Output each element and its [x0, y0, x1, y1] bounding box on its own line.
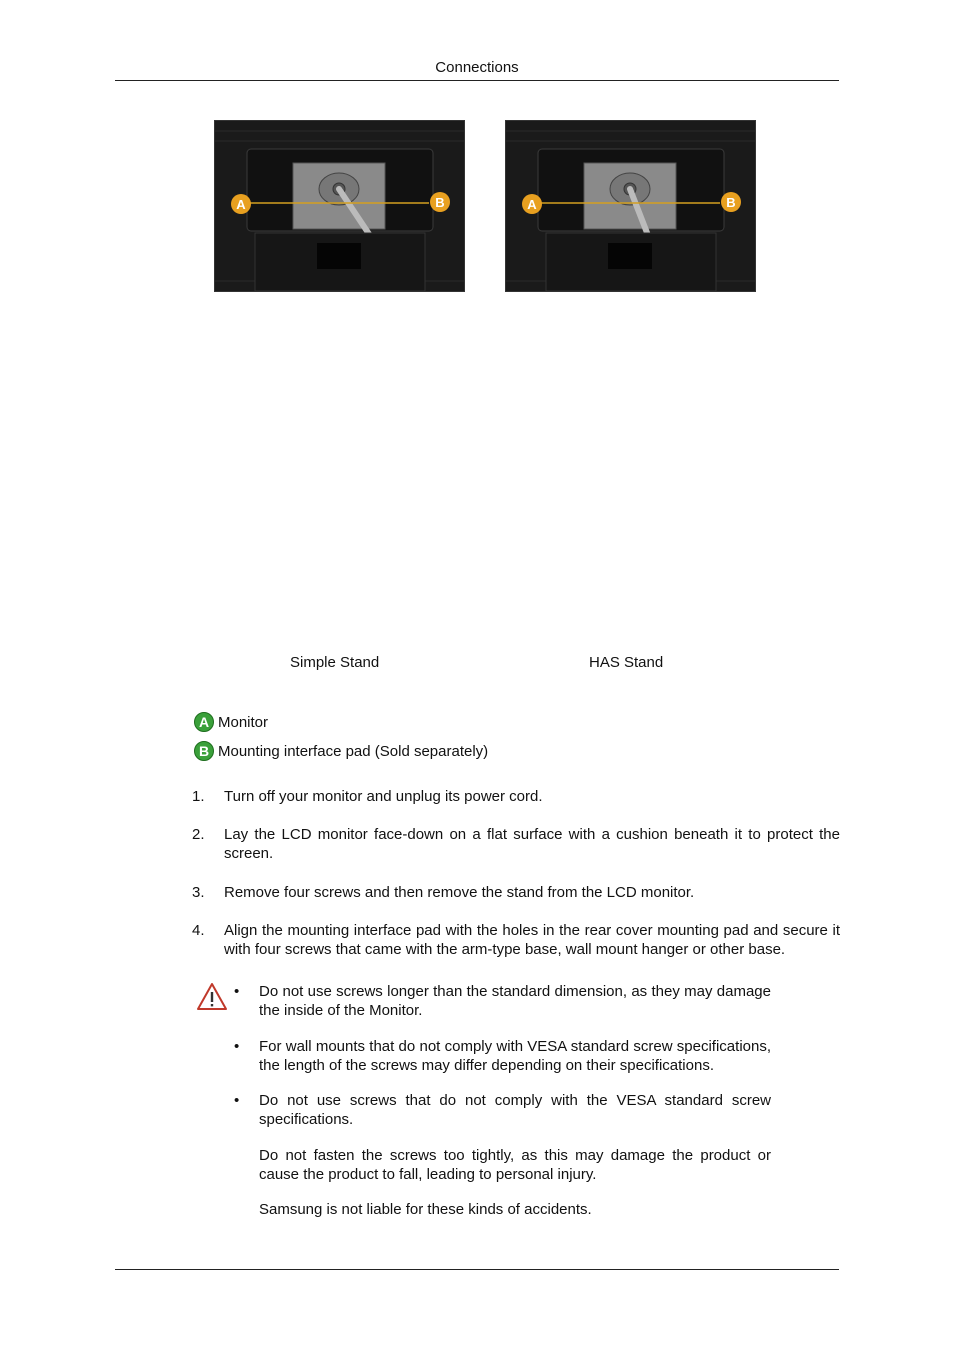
step-text: Align the mounting interface pad with the holes in the rear cover mounting pad and secure it with four screws that came with the arm-type base, wall mount hanger or other base. [224, 922, 840, 958]
figure-label-a: A [527, 197, 537, 212]
figure-has-stand [505, 120, 756, 292]
legend-text: Monitor [218, 713, 269, 731]
step-item [192, 787, 840, 806]
legend-item-monitor [194, 712, 268, 732]
step-item [192, 921, 840, 959]
figure-label-a: A [236, 197, 246, 212]
bullet-icon: • [234, 1092, 240, 1109]
legend-text: Mounting interface pad (Sold separately) [218, 742, 489, 760]
step-number: 4. [192, 922, 205, 939]
note-item [234, 1146, 771, 1184]
note-item [234, 1200, 771, 1219]
legend-badge-a-icon: A [194, 712, 214, 732]
legend-badge-b-icon: B [194, 741, 214, 761]
note-text: For wall mounts that do not comply with VESA standard screw specifications, the length of the screws may differ depending on their specifications. [259, 1038, 771, 1074]
note-item [234, 1091, 771, 1129]
step-item [192, 825, 840, 863]
bullet-icon: • [234, 983, 240, 1000]
step-number: 2. [192, 826, 205, 843]
note-item [234, 1037, 771, 1075]
note-text: Do not use screws that do not comply with the VESA standard screw specifications. [259, 1092, 771, 1128]
figure-caption-simple-stand: Simple Stand [290, 654, 380, 671]
figure-caption-has-stand: HAS Stand [589, 654, 664, 671]
step-item [192, 883, 840, 902]
page-header-title: Connections [435, 59, 519, 76]
note-item [234, 982, 771, 1020]
bullet-icon: • [234, 1038, 240, 1055]
figure-label-b: B [726, 195, 736, 210]
step-text: Lay the LCD monitor face-down on a flat surface with a cushion beneath it to protect the screen. [224, 826, 840, 862]
figure-simple-stand [214, 120, 465, 292]
warning-icon [196, 982, 228, 1016]
step-number: 3. [192, 884, 205, 901]
note-text: Samsung is not liable for these kinds of accidents. [259, 1201, 592, 1218]
header-rule [115, 80, 839, 81]
footer-rule [115, 1269, 839, 1270]
note-text: Do not fasten the screws too tightly, as this may damage the product or cause the product to fall, leading to personal injury. [259, 1147, 771, 1183]
step-number: 1. [192, 788, 205, 805]
figure-label-b: B [435, 195, 445, 210]
step-text: Remove four screws and then remove the stand from the LCD monitor. [224, 884, 695, 901]
step-text: Turn off your monitor and unplug its power cord. [224, 788, 543, 805]
legend-item-mounting-pad [194, 741, 488, 761]
note-text: Do not use screws longer than the standard dimension, as they may damage the inside of the Monitor. [259, 983, 771, 1019]
